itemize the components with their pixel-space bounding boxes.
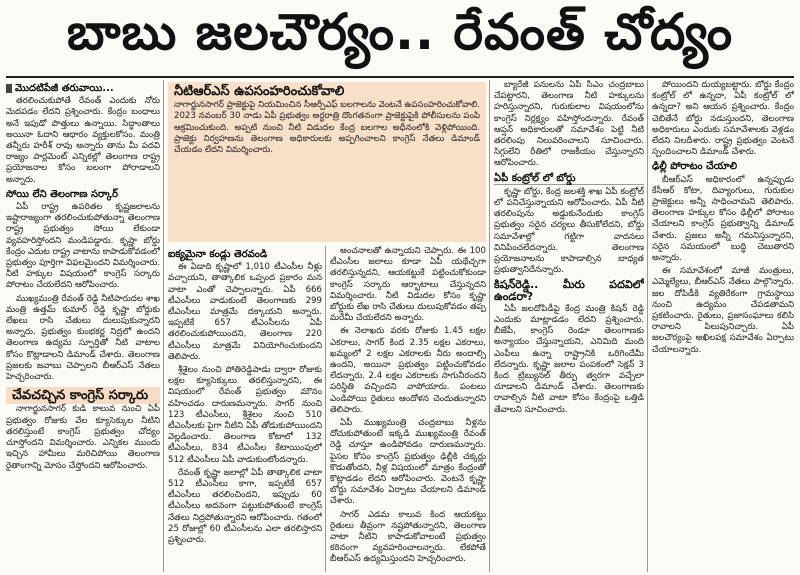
- paragraph: బీఆర్ఎస్ అధికారంలో ఉన్నప్పుడు కేసీఆర్ కోటా, దివ్యాంగులు, గురుకుల ప్రాజెక్టులు అన్నీ సాధించామని తెలిపారు. తెలంగాణ హక్కుల కోసం ఢిల్లీలో పోరాటం చేయాలని కాంగ్రెస్ ప్రభుత్వాన్ని డిమాండ్ చేశారు. ప్రజలు అన్నీ గమనిస్తున్నారని, సరైన సమయంలో బుద్ధి చెబుతారని అన్నారు.: [652, 174, 794, 264]
- subheading: కిషన్‌రెడ్డి.. మీరు పదవిలో ఉండరా?: [494, 278, 644, 303]
- paragraph: ఏపీ రాష్ట్ర ఉపరితల కృష్ణజలాలను ఇష్టారాజ్యంగా తరలించుకుపోతున్నా తెలంగాణ రాష్ట్ర ప్రభుత్వం సోయి లేకుండా వ్యవహరిస్తోందని మండిపడ్డారు. కృష్ణా బోర్డు కేంద్రం ఎదుట రాష్ట్ర వాటాను కాపాడుకోవడంలో ప్రభుత్వం పూర్తిగా విఫలమైందని విమర్శించారు. నీటి హక్కుల విషయంలో కాంగ్రెస్ సర్కారు పోరాటం చేయలేదని ఆరోపించారు.: [6, 202, 160, 291]
- column-4: [494, 80, 644, 568]
- box-text: నాగార్జునసాగర్ ప్రాజెక్టుపై నియమించిన సీఆర్పీఎఫ్ బలగాలను వెంటనే ఉపసంహరించుకోవాలి. 2023 నవంబర్ 30 నాడు ఏపీ ప్రభుత్వం అర్ధరాత్రి దొంగతనంగా ప్రాజెక్టుపైకి పోలీసులను పంపి ఆక్రమించుకుంది. అప్పటి నుంచి నీటి విడుదల కేంద్ర బలగాల అధీనంలోకి వెళ్లిపోయింది. ప్రాజెక్టు నిర్వహణను తెలంగాణ అధికారులకు అప్పగించాలని కాంగ్రెస్ నేతలు డిమాండ్ చేయడం లేదని విమర్శించారు.: [174, 100, 480, 156]
- box-heading: చేవచచ్చిన కాంగ్రెస్ సర్కారు: [12, 388, 149, 404]
- column-3: [330, 246, 486, 570]
- headline-rule: [6, 76, 794, 78]
- paragraph: అంచనాలతో ఉన్నాయని చెప్పారు. ఈ 100 టీఎంసీల జలాలు కూడా ఏపీ యథేచ్ఛగా తరలిస్తున్నదని, ఆయకట్టుకే పట్టించుకోకుండా కాంగ్రెస్ సర్కారు ఆర్భాటాలు చేస్తున్నదని విమర్శించారు. నీటి విడుదల కోసం కృష్ణా బోర్డుకు లేఖ రాసి చేతులు దులుపుకోవడం తప్ప మరేమీ చేయలేదని అన్నారు.: [330, 246, 486, 324]
- paragraph: ఏపీ ముఖ్యమంత్రి చంద్రబాబు నీళ్లను దోచుకుపోతుంటే ఇక్కడి ముఖ్యమంత్రి రేవంత్ రెడ్డి చూస్తూ ఉండిపోవడం దారుణమన్నారు. పైసల కోసం కాంగ్రెస్ ప్రభుత్వం ఢిల్లీకి చక్కర్లు కొడుతోందని, నీళ్ల విషయంలో మాత్రం కేంద్రంతో కొట్లాడడం లేదని ఆరోపించారు. వెంటనే కృష్ణా బోర్డు సమావేశం ఏర్పాటు చేయాలని డిమాండ్ చేశారు.: [330, 418, 486, 507]
- box-heading: నీటిఆర్ఎస్ ఉపసంహరించుకోవాలి: [174, 84, 345, 99]
- headline: బాబు జలచౌర్యం.. రేవంత్ చోద్యం: [66, 2, 734, 61]
- subheading: ఢిల్లీ పోరాటం చేయాలి: [652, 161, 738, 173]
- column-divider: [163, 80, 164, 572]
- paragraph: బ్యారేజీ పనులను ఏపీ సీఎం చంద్రబాబు చేపట్టారని, తెలంగాణ నీటి హక్కులను హరిస్తున్నారని, గురుకులాల విషయంలోను కాంగ్రెస్ నిర్లక్ష్యం వహిస్తోందన్నారు. రేవంత్ ఆప్షన్ అధికారులతో సమావేశం పెట్టి నీటి తరలింపు నిలువరించాలని సూచించారు. సిగ్గులేని రీతిలో రాజకీయం చేస్తున్నారని ఆరోపించారు.: [494, 80, 644, 169]
- column-5: [652, 80, 794, 568]
- crpf-box-wrapper: [168, 82, 486, 242]
- column-divider: [647, 80, 648, 572]
- subheading: ఐక్యమైనా కండ్లు తెరవండి: [168, 249, 268, 260]
- column-1: [6, 80, 160, 568]
- continued-marker: [6, 83, 160, 94]
- paragraph: సాగర్ ఎడమ కాలువ కింద ఆయకట్టు రైతులు తీవ్రంగా నష్టపోతున్నారని, తెలంగాణ వాటా నీటిని కాపాడుకోవాలంటే ప్రభుత్వం కఠినంగా వ్యవహరించాలన్నారు. లేకపోతే బీఆర్ఎస్ ఉద్యమిస్తుందని హెచ్చరించారు.: [330, 509, 486, 565]
- paragraph: ముఖ్యమంత్రి రేవంత్ రెడ్డి నీటిపారుదల శాఖ మంత్రి ఉత్తమ్ కుమార్ రెడ్డి కృష్ణా బోర్డుకు లేఖలు రాసి చేతులు దులుపుకున్నారని అన్నారు. ప్రభుత్వం కుంభకర్ణ నిద్రలో ఉందని తెలంగాణ ఉద్యమ స్ఫూర్తితో నీటి వాటాల కోసం కొట్లాడాలని డిమాండ్ చేశారు. తెలంగాణ ప్రజలకు జవాబు చెప్పాలని బీఆర్ఎస్ నేతలు హెచ్చరించారు.: [6, 293, 160, 383]
- paragraph: ఏపీ జలదోపిడీపై కేంద్ర మంత్రి కిషన్ రెడ్డి ఎందుకు మాట్లాడడం లేదని ప్రశ్నించారు. బీజేపీ, కాంగ్రెస్ రెండూ తెలంగాణకు అన్యాయం చేస్తున్నాయని, ఎనిమిది మంది ఎంపీలు ఉన్నా రాష్ట్రానికి ఒరిగిందేమీ లేదన్నారు. కృష్ణా జలాల పంపకంలో సెక్షన్ 3 కింద ట్రిబ్యునల్ తీర్పు త్వరగా వచ్చేలా చూడాలని డిమాండ్ చేశారు. తెలంగాణకు రావాల్సిన నీటి వాటా కోసం కేంద్రంపై ఒత్తిడి తేవాలని సూచించారు.: [494, 303, 644, 415]
- paragraph: ఈ నెలాఖరు వరకు రోజుకు 1.45 లక్షల ఎకరాలు, సాగర్ కింద 2.35 లక్షల ఎకరాలు, ఖమ్మంలో 2 లక్షల ఎకరాలకు నీరు అందాల్సి ఉందని, అయినా ప్రభుత్వం పట్టించుకోవడం లేదన్నారు. 2.4 లక్షల ఎకరాలకు సాగునీరందని పరిస్థితి వచ్చిందని వాపోయారు. పంటలు ఎండిపోయి రైతులు ఆందోళన చెందుతున్నారని తెలిపారు.: [330, 326, 486, 415]
- paragraph: పోయిందని దుయ్యబట్టారు. బోర్డు కేంద్రం కంట్రోల్ లో ఉన్నదా, ఏపీ కంట్రోల్ లో ఉన్నదా? అని ఆయన ప్రశ్నించారు. కేంద్రం చెబితేనే బోర్డు నడుస్తుందని, తెలంగాణ అధికారులు ఎందుకు సమావేశాలకు వెళ్లడం లేదని నిలదీశారు. రాష్ట్ర ప్రభుత్వం వెంటనే స్పందించాలని డిమాండ్ చేశారు.: [652, 80, 794, 158]
- highlight-box: [6, 387, 160, 404]
- column-2: [168, 246, 322, 570]
- column-divider: [489, 80, 490, 572]
- continued-label: మొదటిపేజీ తరువాయి...: [15, 83, 114, 94]
- subheading: ఏపీ కంట్రోల్ లో బోర్డు: [494, 173, 644, 185]
- crpf-box: [168, 82, 486, 242]
- paragraph: రేవంత్ కృష్ణా జలాల్లో ఏపీ తాత్కాలిక వాటా 512 టీఎంసీలు కాగా, ఇప్పటికే 657 టీఎంసీలు తరలించిందని, ఇప్పుడు 60 టీఎంసీలు అదనంగా పట్టుకుపోతుంటే కాంగ్రెస్ నేతలు నిద్రపోతున్నారని ఆరోపించారు. గతంలో 25 రోజుల్లో 60 టీఎంసీలను ఎలా తరలిస్తారని ప్రశ్నించారు.: [168, 467, 322, 546]
- paragraph: ఈ ఏడాది కృష్ణాలో 1,010 టీఎంసీల నీళ్లు వచ్చాయని, తాత్కాలిక ఒప్పంద ప్రకారం మన వాటా ఎంతో చెప్పాలన్నారు. ఏపీ 666 టీఎంసీలు వాడుకుంటే తెలంగాణకు 299 టీఎంసీలు మాత్రమే దక్కాయని అన్నారు. ఇప్పటికే 657 టీఎంసీలను ఏపీ తరలించుకుపోయిందని, తెలంగాణ 220 టీఎంసీలు మాత్రమే వినియోగించుకుందని తెలిపారు.: [168, 262, 322, 362]
- paragraph: నాగార్జునసాగర్ కుడి కాలువ నుంచి ఏపీ ప్రభుత్వం రోజుకు వేల క్యూసెక్కుల నీటిని తరలిస్తుంటే కాంగ్రెస్ ప్రభుత్వం చోద్యం చూస్తోందని విమర్శించారు. ఎన్నికల ముందు ఇచ్చిన హామీలు మరిచిపోయి తెలంగాణ రైతాంగాన్ని మోసం చేస్తోందని ఆరోపించారు.: [6, 404, 160, 471]
- subheading: సోయి లేని తెలంగాణ సర్కార్: [6, 188, 119, 200]
- paragraph: కృష్ణా బోర్డు, కేంద్ర జలశక్తి శాఖ ఏపీ కంట్రోల్ లో పనిచేస్తున్నాయని ఆరోపించారు. ఏపీ నీటి తరలింపును అడ్డుకునేందుకు కాంగ్రెస్ ప్రభుత్వం సరైన చర్యలు తీసుకోలేదని, బోర్డు సమావేశాల్లో గట్టిగా వాదనలు వినిపించలేదన్నారు. తెలంగాణ ప్రయోజనాలను కాపాడాల్సిన బాధ్యత ప్రభుత్వానిదేనన్నారు.: [494, 186, 644, 276]
- marker-bar-icon: [6, 84, 12, 93]
- column-divider: [325, 246, 326, 572]
- paragraph: ఈ సమావేశంలో మాజీ మంత్రులు, ఎమ్మెల్యేలు, బీఆర్ఎస్ నేతలు పాల్గొన్నారు. జల దోపిడీకి వ్యతిరేకంగా గ్రామస్థాయి నుంచి ఉద్యమం చేపడతామని ప్రకటించారు. రైతులు, ప్రజాసంఘాలు కలిసి రావాలని పిలుపునిచ్చారు. ఏపీ జలచౌర్యంపై అఖిలపక్ష సమావేశం ఏర్పాటు చేయాలన్నారు.: [652, 266, 794, 355]
- paragraph: తరలించుకుపోతే రేవంత్ ఎందుకు నోరు మెదపడం లేదని ప్రశ్నించారు. కేంద్రం బంధాలు అనే ఇపుడో పొత్తులు ఉన్నాయి. సిద్ధాంతాలు అయినా ఓదాని ఆధారం వ్యక్తులకోసం. మంత్రి తన్నీరు హరీశ్ రావు అన్నారు తాను మీ పదవి రాజ్యం పార్లమెంట్ ఎన్నికల్లో తెలంగాణ రాష్ట్ర ప్రయోజనాల కోసం బలంగా పోరాడాలని అన్నారు.: [6, 96, 160, 185]
- paragraph: శ్రీశైలం నుంచి పోతిరెడ్డిపాడు ద్వారా రోజుకు లక్షల క్యూసెక్కులు తరలిస్తున్నారని, ఈ విషయంలో రేవంత్ ప్రభుత్వం మౌనం వహించడం దారుణమన్నారు. సాగర్ నుంచి 123 టీఎంసీలు, శ్రీశైలం నుంచి 510 టీఎంసీలకు పైగా నీటిని ఏపీ తోడుకుపోయిందని వెల్లడించారు. తెలంగాణ కోటాలో 132 టీఎంసీలు, 834 టీఎంసీల కేటాయింపులో 512 టీఎంసీలు ఏపీ వాడుకుంటోందన్నారు.: [168, 365, 322, 465]
